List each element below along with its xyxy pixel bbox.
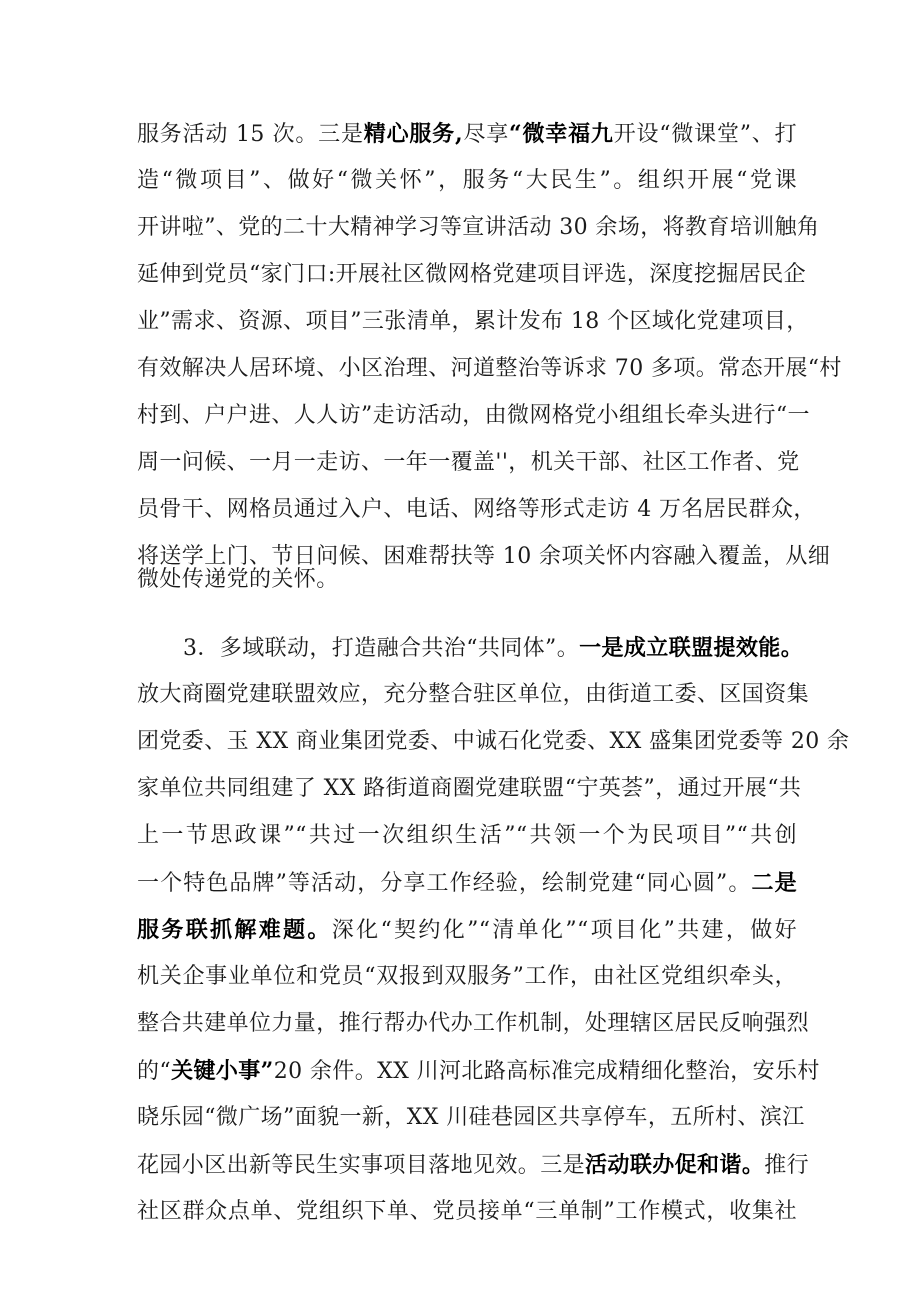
paragraph-2-line-12: 花园小区出新等民生实事项目落地见效。三是活动联办促和谐。推行 — [137, 1152, 810, 1178]
paragraph-1-line-9: 员骨干、网格员通过入户、电话、网络等形式走访 4 万名居民群众， — [137, 497, 816, 522]
paragraph-2-line-13: 社区群众点单、党组织下单、党员接单“三单制”工作模式，收集社 — [137, 1199, 797, 1224]
paragraph-1-line-11: 微处传递党的关怀。 — [137, 567, 339, 592]
paragraph-2-line-11: 晓乐园“微广场”面貌一新，XX 川硅巷园区共享停车，五所村、滨江 — [137, 1105, 805, 1130]
paragraph-1-line-3: 开讲啦”、党的二十大精神学习等宣讲活动 30 余场，将教育培训触角 — [137, 215, 820, 240]
paragraph-2-line-10: 的“关键小事”20 余件。XX 川河北路高标准完成精细化整治，安乐村 — [137, 1058, 820, 1084]
paragraph-2-line-7: 服务联抓解难题。深化“契约化”“清单化”“项目化”共建，做好 — [137, 917, 797, 943]
paragraph-2-line-5: 上一节思政课”“共过一次组织生活”“共领一个为民项目”“共创 — [137, 823, 797, 848]
paragraph-2-line-2: 放大商圈党建联盟效应，充分整合驻区单位，由街道工委、区国资集 — [137, 682, 810, 707]
paragraph-2-line-4: 家单位共同组建了 XX 路街道商圈党建联盟“宁英荟”，通过开展“共 — [137, 776, 802, 801]
paragraph-1-line-5: 业”需求、资源、项目”三张清单，累计发布 18 个区域化党建项目， — [137, 309, 809, 334]
paragraph-2-line-6: 一个特色品牌”等活动，分享工作经验，绘制党建“同心圆”。二是 — [137, 870, 797, 896]
paragraph-1-line-8: 周一问候、一月一走访、一年一覆盖''，机关干部、社区工作者、党 — [137, 450, 800, 475]
paragraph-1-line-1: 服务活动 15 次。三是精心服务,尽享“微幸福九开设“微课堂”、打 — [137, 121, 797, 147]
paragraph-2-line-3: 团党委、玉 XX 商业集团党委、中诚石化党委、XX 盛集团党委等 20 余 — [137, 729, 850, 754]
paragraph-1-line-7: 村到、户户进、人人访”走访活动，由微网格党小组组长牵头进行“一 — [137, 403, 810, 428]
paragraph-2-line-1: 3．多域联动，打造融合共治“共同体”。一是成立联盟提效能。 — [183, 635, 804, 661]
paragraph-2-line-8: 机关企事业单位和党员“双报到双服务”工作，由社区党组织牵头， — [137, 964, 797, 989]
paragraph-1-line-2: 造“微项目”、做好“微关怀”，服务“大民生”。组织开展“党课 — [137, 168, 797, 193]
paragraph-1-line-6: 有效解决人居环境、小区治理、河道整治等诉求 70 多项。常态开展“村 — [137, 356, 842, 381]
paragraph-1-line-4: 延伸到党员“家门口:开展社区微网格党建项目评选，深度挖掘居民企 — [137, 262, 807, 287]
paragraph-2-line-9: 整合共建单位力量，推行帮办代办工作机制，处理辖区居民反响强烈 — [137, 1011, 810, 1036]
paragraph-1-line-10: 将送学上门、节日问候、困难帮扶等 10 余项关怀内容融入覆盖，从细 — [137, 544, 831, 569]
